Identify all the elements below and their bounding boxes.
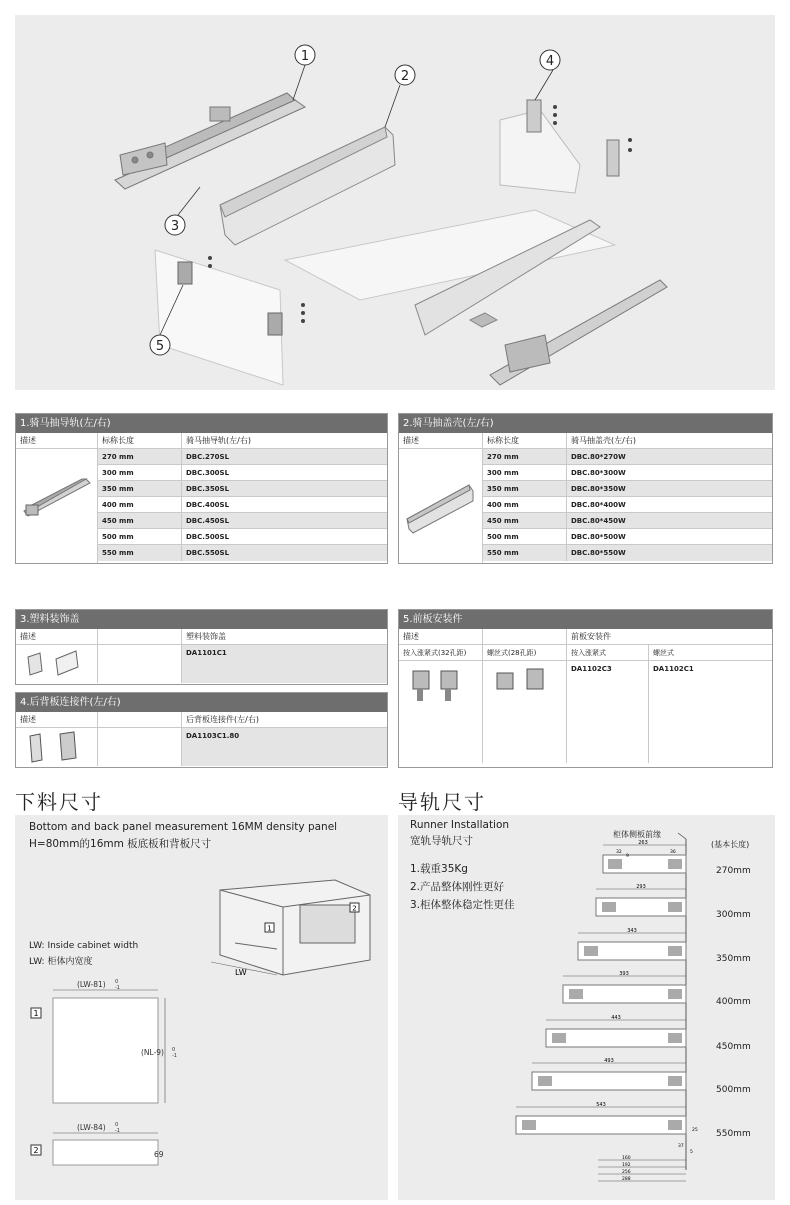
len-cell: 400 mm (98, 497, 182, 512)
sub-push: 按入涨紧式(32孔距) (399, 645, 483, 660)
code-cell: DBC.80*350W (571, 485, 626, 493)
bottom-panel-depth-tol-bottom: -1 (172, 1053, 177, 1059)
bottom-panel-graphic (285, 210, 615, 300)
connector-code: DA1103C1.80 (182, 728, 387, 766)
runner-size-title: 导轨尺寸 (398, 790, 486, 814)
lw-dimension-label: LW (235, 968, 247, 977)
back-panel-width-dim: (LW-84) (77, 1123, 106, 1132)
col-length-header: 标称长度 (98, 433, 182, 448)
col-desc-header: 描述 (399, 433, 483, 448)
len-cell: 270 mm (483, 449, 567, 464)
length-500: 500mm (716, 1085, 751, 1095)
col-code-header: 骑马抽盖壳(左/右) (571, 436, 636, 445)
bottom-panel-width-tol-top: 0 (115, 979, 119, 985)
back-panel-height-dim: 69 (154, 1150, 164, 1159)
len-cell: 270 mm (98, 449, 182, 464)
cover-code: DA1101C1 (182, 645, 387, 683)
len-cell: 450 mm (483, 513, 567, 528)
callout-1: 1 (300, 49, 310, 64)
sub-screw: 螺丝式(28孔距) (483, 645, 567, 660)
bottom-panel-width-dim: (LW-81) (77, 980, 106, 989)
dim-256: 256 (622, 1170, 631, 1175)
len-cell: 300 mm (483, 465, 567, 480)
callout-5: 5 (155, 339, 165, 354)
table-title: 3.塑料装饰盖 (16, 610, 387, 629)
back-panel-width-tol-top: 0 (115, 1122, 119, 1128)
runner-thumb-cell (16, 449, 98, 563)
col-length-header: 标称长度 (483, 433, 567, 448)
screw-fitting-icon (483, 661, 565, 711)
dim-493: 493 (604, 1058, 614, 1064)
callout-4: 4 (545, 54, 555, 69)
dim-443: 443 (611, 1015, 621, 1021)
table-runner (15, 413, 388, 564)
length-550: 550mm (716, 1129, 751, 1139)
dim-36: 36 (670, 850, 676, 855)
bottom-panel-width-tol-bottom: -1 (115, 985, 120, 991)
panel-label-2: 2 (33, 1146, 39, 1155)
runner-row-300 (596, 884, 686, 916)
back-panel-width-tol-bottom: -1 (115, 1128, 120, 1134)
table-title: 1.骑马抽导轨(左/右) (16, 414, 387, 433)
shell-thumb-icon (399, 449, 481, 561)
table-title: 5.前板安装件 (399, 610, 772, 629)
bottom-panel-depth-dim: (NL-9) (141, 1048, 164, 1057)
dim-160: 160 (622, 1156, 631, 1161)
screw-fitting-code: DA1102C1 (653, 665, 694, 673)
col-name-header: 后背板连接件(左/右) (186, 715, 259, 724)
runner-row-270 (603, 840, 686, 873)
runner-row-350 (578, 928, 686, 960)
code-cell: DBC.500SL (186, 533, 230, 541)
len-cell: 450 mm (98, 513, 182, 528)
len-cell: 350 mm (98, 481, 182, 496)
connector-thumb-icon (16, 728, 96, 766)
length-350: 350mm (716, 954, 751, 964)
shell-thumb-cell (399, 449, 483, 563)
len-cell: 550 mm (98, 545, 182, 561)
callout-2: 2 (400, 69, 410, 84)
code-cell: DBC.80*550W (571, 549, 626, 557)
dim-32: 32 (616, 850, 622, 855)
code-cell: DBC.80*300W (571, 469, 626, 477)
table-front-fitting (398, 609, 773, 768)
panel-line-en: Bottom and back panel measurement 16MM density panel (29, 821, 338, 833)
len-cell: 400 mm (483, 497, 567, 512)
dim-543: 543 (596, 1102, 606, 1108)
base-length-label: (基本长度) (711, 840, 750, 849)
feature-3: 3.柜体整体稳定性更佳 (410, 899, 515, 911)
dim-37: 37 (678, 1144, 684, 1149)
sub-screw-code-header: 螺丝式 (653, 649, 674, 657)
dim-9: 9 (626, 854, 629, 859)
table-plastic-cover (15, 609, 388, 685)
dim-293: 293 (636, 884, 646, 890)
dim-25: 25 (692, 1128, 698, 1133)
col-desc-header: 描述 (16, 433, 98, 448)
dim-192: 192 (622, 1163, 631, 1168)
col-desc-header: 描述 (16, 712, 98, 727)
callout-3: 3 (170, 219, 180, 234)
runner-length-diagram (398, 815, 775, 1200)
table-title: 4.后背板连接件(左/右) (16, 693, 387, 712)
runner-thumb-icon (16, 449, 96, 561)
code-cell: DBC.80*270W (571, 453, 626, 461)
length-270: 270mm (716, 866, 751, 876)
code-cell: DBC.80*500W (571, 533, 626, 541)
feature-1: 1.载重35Kg (410, 863, 468, 875)
lw-definition-en: LW: Inside cabinet width (29, 941, 139, 951)
code-cell: DBC.400SL (186, 501, 230, 509)
code-cell: DBC.450SL (186, 517, 230, 525)
exploded-view-illustration (15, 15, 775, 390)
install-line-cn: 宽轨导轨尺寸 (410, 835, 473, 847)
runner-row-550 (516, 1102, 698, 1182)
sketch-label-1: 1 (267, 924, 272, 933)
runner-row-450 (546, 1015, 686, 1047)
install-line-en: Runner Installation (410, 819, 510, 831)
runner-install-panel (398, 815, 775, 1200)
back-panel-shape (53, 1140, 158, 1165)
code-cell: DBC.350SL (186, 485, 230, 493)
runner-row-500 (532, 1058, 686, 1090)
length-450: 450mm (716, 1042, 751, 1052)
len-cell: 550 mm (483, 545, 567, 561)
front-edge-label: 柜体侧板前缘 (613, 830, 661, 839)
col-name-header: 塑料装饰盖 (186, 632, 226, 641)
length-300: 300mm (716, 910, 751, 920)
col-desc-header: 描述 (399, 629, 483, 644)
col-code-header: 骑马抽导轨(左/右) (186, 436, 251, 445)
code-cell: DBC.550SL (186, 549, 230, 557)
code-cell: DBC.80*450W (571, 517, 626, 525)
code-cell: DBC.300SL (186, 469, 230, 477)
cutting-size-title: 下料尺寸 (15, 790, 103, 814)
panel-line-cn: H=80mm的16mm 板底板和背板尺寸 (29, 838, 212, 850)
col-desc-header: 描述 (16, 629, 98, 644)
length-400: 400mm (716, 997, 751, 1007)
bottom-panel-depth-tol-top: 0 (172, 1047, 176, 1053)
cover-thumb-cell (16, 645, 98, 683)
col-name-header: 前板安装件 (571, 632, 611, 641)
len-cell: 500 mm (483, 529, 567, 544)
push-fitting-icon (399, 661, 481, 711)
dim-288: 288 (622, 1177, 631, 1182)
cutting-size-panel (15, 815, 388, 1200)
runner-row-400 (563, 971, 686, 1003)
exploded-view-drawing (15, 15, 775, 390)
sketch-label-2: 2 (352, 904, 357, 913)
drawer-side-graphic (220, 127, 395, 245)
code-cell: DBC.270SL (186, 453, 230, 461)
len-cell: 350 mm (483, 481, 567, 496)
push-fitting-code: DA1102C3 (567, 661, 649, 763)
dim-263: 263 (638, 840, 648, 846)
len-cell: 300 mm (98, 465, 182, 480)
runner-left-graphic (115, 93, 305, 189)
cabinet-sketch (211, 880, 370, 975)
dim-5: 5 (690, 1150, 693, 1155)
cover-thumb-icon (16, 645, 96, 683)
connector-thumb-cell (16, 728, 98, 766)
dim-343: 343 (627, 928, 637, 934)
lw-definition-cn: LW: 柜体内宽度 (29, 957, 93, 967)
dim-393: 393 (619, 971, 629, 977)
runner-right-graphic (490, 280, 667, 385)
table-shell (398, 413, 773, 564)
sub-push-code-header: 按入涨紧式 (567, 645, 649, 660)
feature-2: 2.产品整体刚性更好 (410, 881, 505, 893)
panel-label-1: 1 (33, 1009, 39, 1018)
screw-fitting-thumb (483, 661, 567, 763)
push-fitting-thumb (399, 661, 483, 763)
table-back-connector (15, 692, 388, 768)
code-cell: DBC.80*400W (571, 501, 626, 509)
front-panel-graphic (155, 250, 283, 385)
len-cell: 500 mm (98, 529, 182, 544)
cutting-diagram (15, 815, 388, 1200)
table-title: 2.骑马抽盖壳(左/右) (399, 414, 772, 433)
